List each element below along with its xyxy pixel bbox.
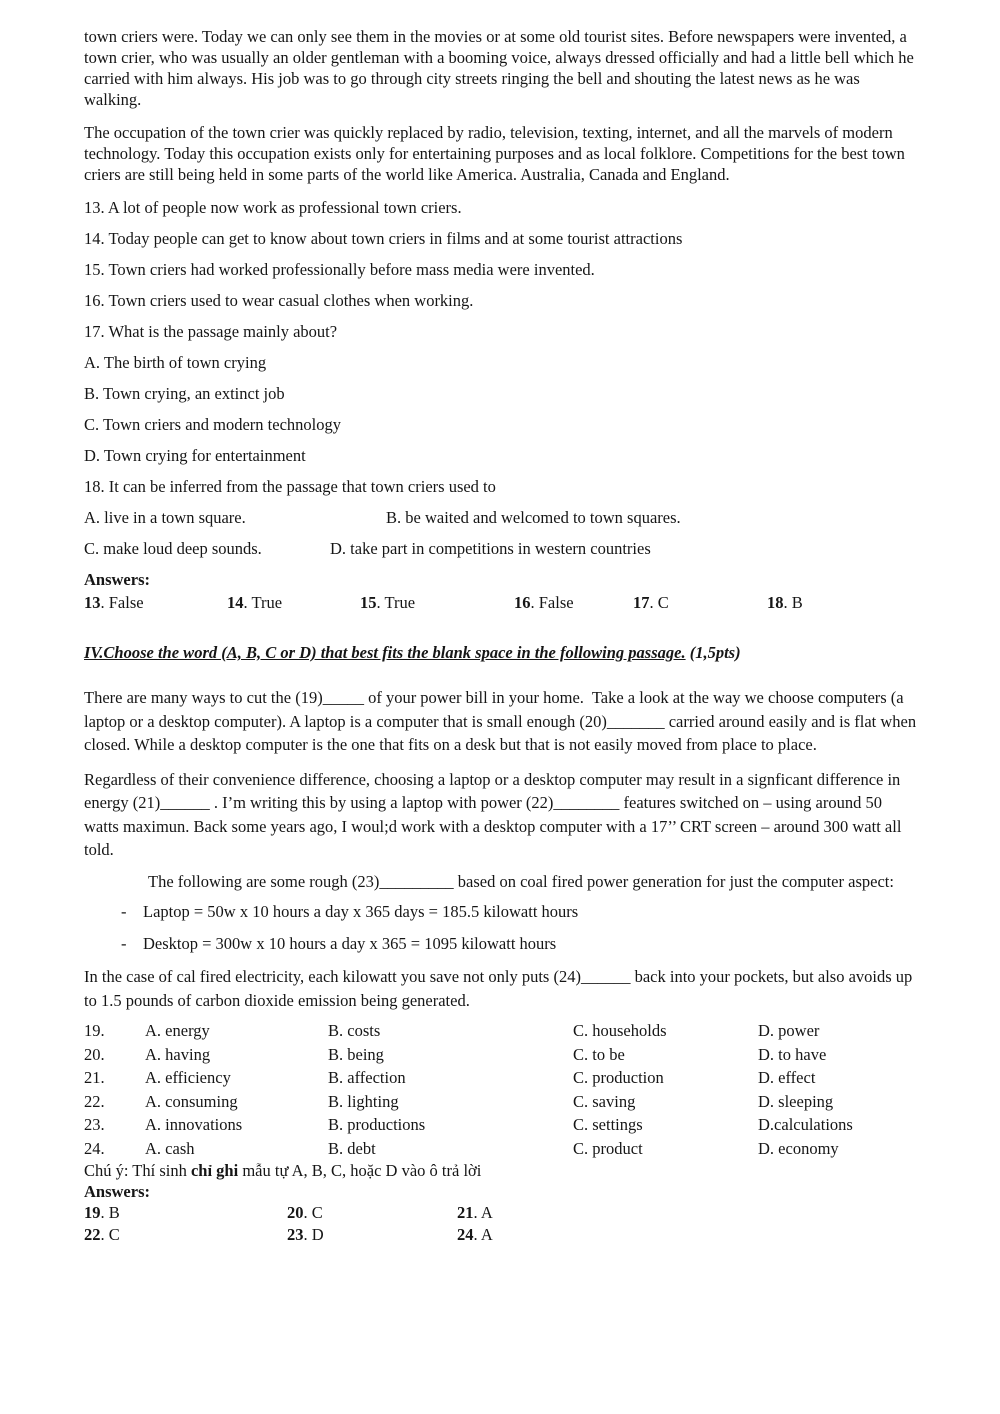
cloze-paragraph: There are many ways to cut the (19)_____ of your power bill in your home. Take a look at the way we choose computers (a laptop or a desktop computer). A laptop is a computer that is small enough (20)_______ carried around easily and is flat when closed. While a desktop computer is the one that fits on a desk but that is not easily moved from place to place. [84,688,921,754]
mcq-option-a: A. efficiency [145,1068,231,1087]
mcq-option-b: B. debt [328,1138,376,1158]
option-b: B. be waited and welcomed to town squares. [386,508,681,527]
mcq-number: 22. [84,1091,105,1111]
answer-item [360,592,514,613]
bullet-dash: - [121,902,127,921]
answer-number: 23 [287,1225,304,1244]
question-line: 17. What is the passage mainly about? [84,322,338,341]
option-a: A. live in a town square. [84,508,246,527]
mcq-option-b: B. productions [328,1115,426,1134]
answer-item [84,1202,287,1224]
answer-item [514,592,633,613]
option-line: D. Town crying for entertainment [84,446,306,465]
mcq-option-c: C. production [573,1068,664,1087]
bullet-dash: - [121,934,127,953]
answer-value: . B [783,593,803,612]
bullet-text: Desktop = 300w x 10 hours a day x 365 = 1095 kilowatt hours [143,934,557,953]
answer-value: . A [473,1225,493,1244]
mcq-option-b: B. lighting [328,1091,399,1111]
mcq-option-b: B. costs [328,1021,381,1040]
bullet-item [84,933,920,954]
cloze-paragraph: In the case of cal fired electricity, each kilowatt you save not only puts (24)______ back into your pockets, but also avoids up to 1.5 pounds of carbon dioxide emission being generated. [84,967,917,1010]
answer-value: . False [100,593,144,612]
answer-item [633,592,767,613]
answer-item [227,592,360,613]
mcq-row [84,1043,920,1067]
mcq-grid [84,1019,920,1160]
mcq-number: 21. [84,1068,105,1087]
reading-paragraph: The occupation of the town crier was quickly replaced by radio, television, texting, internet, and all the marvels of modern technology. Today this occupation exists only for entertaining purposes and as local folklore. Competitions for the best town criers are still being held in some parts of the world like America. Australia, Canada and England. [84,123,910,184]
answer-item [457,1224,920,1246]
mcq-option-c: C. to be [573,1044,625,1064]
mcq-number: 24. [84,1138,105,1158]
cloze-paragraph: The following are some rough (23)_________ based on coal fired power generation for just the computer aspect: [148,871,894,891]
mcq-option-a: A. consuming [145,1091,238,1111]
mcq-option-c: C. saving [573,1091,636,1111]
mcq-row [84,1137,920,1161]
mcq-option-d: D. sleeping [758,1091,834,1111]
mcq-option-a: A. energy [145,1021,210,1040]
mcq-option-d: D.calculations [758,1115,853,1134]
note-prefix: Chú ý: Thí sinh [84,1161,191,1180]
option-row [84,538,920,559]
question-line: 18. It can be inferred from the passage that town criers used to [84,477,496,496]
question-list [84,197,920,559]
mcq-number: 19. [84,1021,105,1040]
mcq-row [84,1019,920,1043]
mcq-option-c: C. product [573,1138,643,1158]
answers-row [84,1202,920,1224]
note-bold: chỉ ghi [190,1161,239,1180]
answer-item [84,592,227,613]
question-line: 16. Town criers used to wear casual clothes when working. [84,291,474,310]
answer-value: . D [303,1225,324,1244]
answer-item [767,592,920,613]
question-line: 14. Today people can get to know about town criers in films and at some tourist attractions [84,229,683,248]
mcq-option-d: D. to have [758,1044,827,1064]
answer-value: . False [530,593,574,612]
document-page [84,0,920,1246]
answer-number: 24 [457,1225,474,1244]
answer-number: 17 [633,593,650,612]
section-heading-points: (1,5pts) [685,643,741,662]
mcq-option-c: C. settings [573,1115,643,1134]
option-line: A. The birth of town crying [84,353,267,372]
mcq-option-c: C. households [573,1021,667,1040]
option-line: B. Town crying, an extinct job [84,384,285,403]
answers-label: Answers: [84,570,150,589]
mcq-option-a: A. having [145,1044,211,1064]
answer-number: 13 [84,593,101,612]
answer-number: 14 [227,593,244,612]
answer-number: 15 [360,593,377,612]
answer-item [287,1224,457,1246]
mcq-row [84,1090,920,1114]
mcq-option-d: D. economy [758,1138,839,1158]
answer-number: 19 [84,1203,101,1222]
mcq-option-b: B. affection [328,1068,406,1087]
mcq-option-d: D. effect [758,1068,816,1087]
answer-value: . C [303,1203,323,1222]
option-d: D. take part in competitions in western countries [330,539,651,558]
mcq-option-a: A. cash [145,1138,195,1158]
answer-value: . B [100,1203,120,1222]
mcq-option-d: D. power [758,1021,820,1040]
note-line [84,1160,920,1181]
reading-section [84,26,920,613]
bullet-item [84,901,920,922]
answer-number: 21 [457,1203,474,1222]
question-line: 15. Town criers had worked professionally before mass media were invented. [84,260,595,279]
answer-item [84,1224,287,1246]
answer-number: 16 [514,593,531,612]
option-c: C. make loud deep sounds. [84,539,262,558]
answers-row [84,592,920,613]
answer-number: 20 [287,1203,304,1222]
answers-row [84,1224,920,1246]
answer-value: . C [100,1225,120,1244]
answer-value: . A [473,1203,493,1222]
section-4 [84,642,920,1246]
answers-label: Answers: [84,1182,150,1201]
cloze-paragraph: Regardless of their convenience difference, choosing a laptop or a desktop computer may result in a signficant difference in energy (21)______ . I’m writing this by using a laptop with power (22)________ features switched on – using around 50 watts maximun. Back some years ago, I woul;d work with a desktop computer with a 17’’ CRT screen – around 300 watt all told. [84,769,906,859]
answer-value: . C [649,593,669,612]
option-row [84,507,920,528]
answer-item [457,1202,920,1224]
mcq-number: 23. [84,1115,105,1134]
mcq-row [84,1113,920,1137]
answer-value: . True [243,593,283,612]
option-line: C. Town criers and modern technology [84,415,341,434]
answer-item [287,1202,457,1224]
mcq-option-a: A. innovations [145,1115,243,1134]
answer-number: 22 [84,1225,101,1244]
section-heading [84,642,920,664]
mcq-option-b: B. being [328,1044,384,1064]
reading-paragraph: town criers were. Today we can only see them in the movies or at some old tourist sites. Before newspapers were invented, a town crier, who was usually an older gentleman with a booming voice, always dressed officially and had a little bell which he carried with him always. His job was to go through city streets ringing the bell and shouting the latest news as he was walking. [84,27,918,109]
answer-value: . True [376,593,416,612]
note-suffix: mẫu tự A, B, C, hoặc D vào ô trả lời [238,1161,482,1180]
answer-number: 18 [767,593,784,612]
bullet-text: Laptop = 50w x 10 hours a day x 365 days = 185.5 kilowatt hours [143,902,579,921]
section-heading-underlined: IV.Choose the word (A, B, C or D) that best fits the blank space in the following passage. [84,643,686,662]
mcq-number: 20. [84,1044,105,1064]
question-line: 13. A lot of people now work as professional town criers. [84,198,462,217]
mcq-row [84,1066,920,1090]
